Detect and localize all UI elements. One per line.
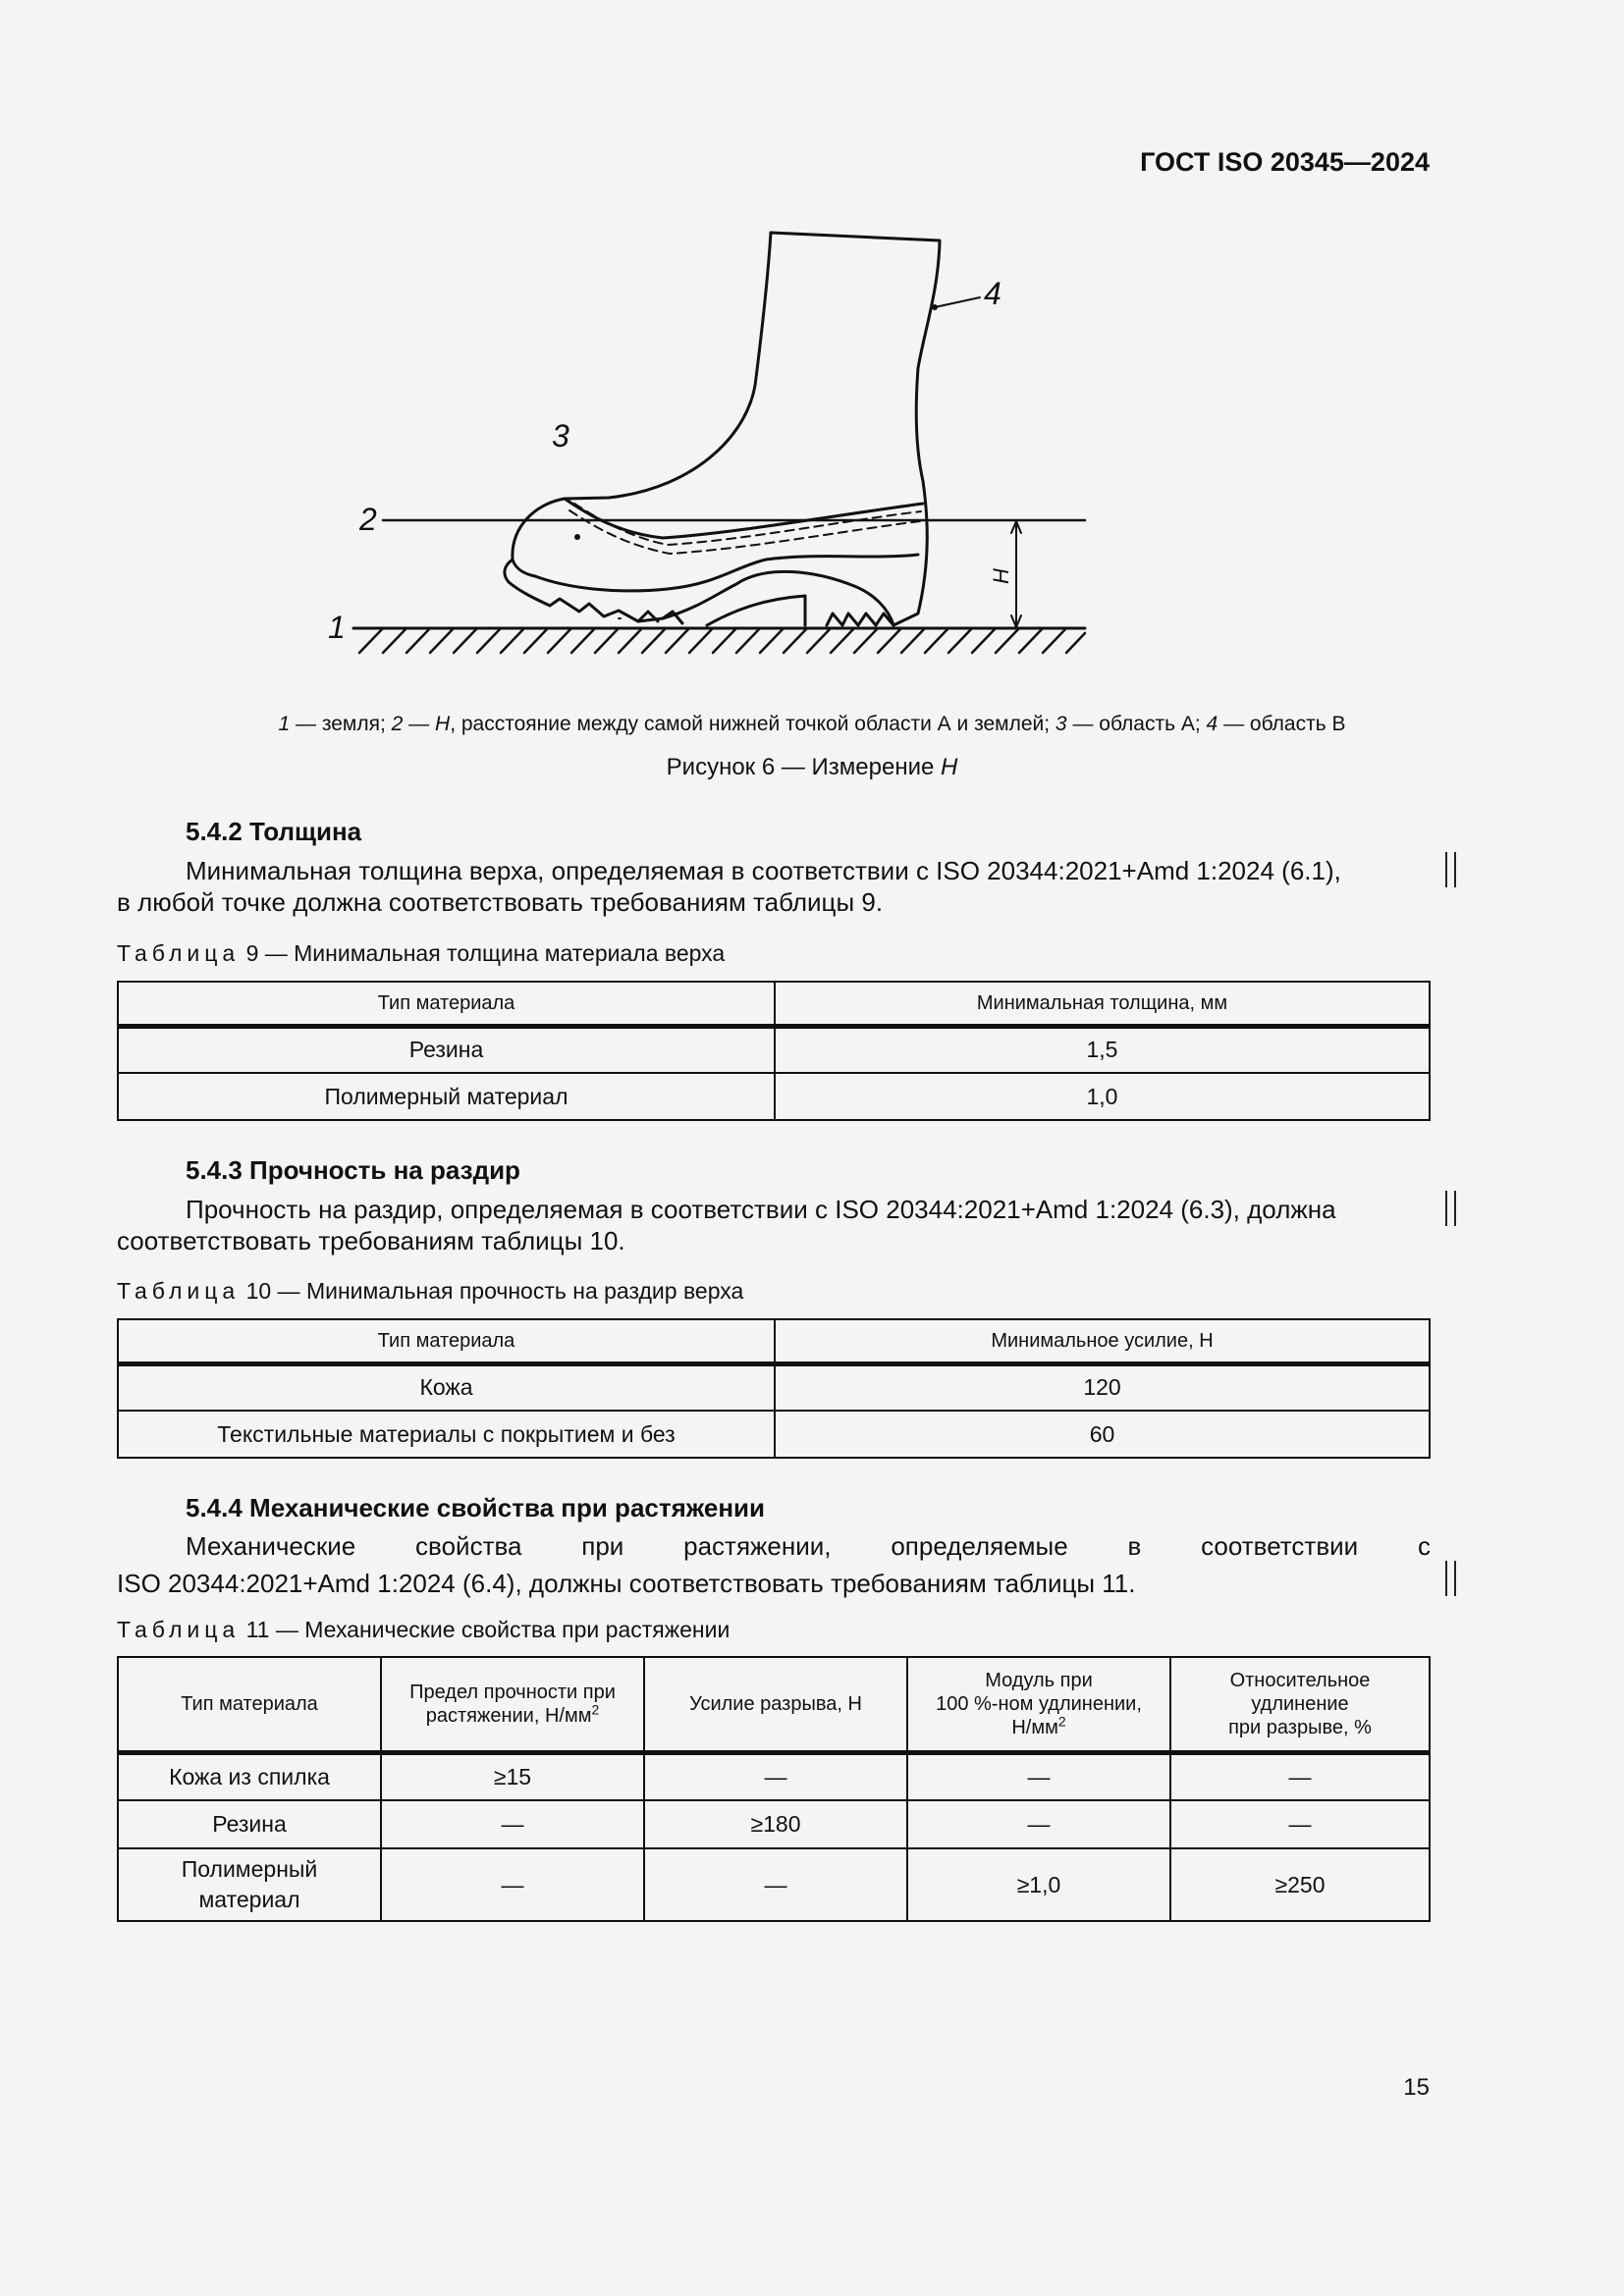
table-row: Полимерный материал 1,0 (118, 1073, 1430, 1120)
table10-header-force: Минимальное усилие, Н (775, 1319, 1430, 1363)
table11-header-modulus: Модуль при 100 %-ном удлинении, $Н/мм^2$ (907, 1657, 1170, 1752)
table9-header-thickness: Минимальная толщина, мм (775, 982, 1430, 1026)
table11-header-material: Тип материала (118, 1657, 381, 1752)
table11-header-tensile-strength: Предел прочности при растяжении, $Н/мм^2$ (381, 1657, 644, 1752)
callout-4: 4 (984, 276, 1001, 311)
table-row: Полимерный материал — — ≥1,0 ≥250 (118, 1848, 1430, 1921)
boot-shaft (771, 233, 940, 625)
page-number: 15 (1403, 2074, 1430, 2101)
table11 (117, 1656, 1431, 1922)
section-heading-543: 5.4.3 Прочность на раздир (186, 1155, 520, 1185)
boot-front-shaft (565, 233, 771, 499)
table10 (117, 1318, 1431, 1459)
section-paragraph-543: Прочность на раздир, определяемая в соответствии с ISO 20344:2021+Amd 1:2024 (6.3), должна соответствовать требованиям таблицы 10. (117, 1195, 1336, 1255)
change-bar (1445, 1191, 1456, 1226)
figure-caption: Рисунок 6 — Измерение H (666, 754, 958, 780)
table9-caption: Таблица 9 — Минимальная толщина материала верха (117, 940, 726, 966)
table10-header-material: Тип материала (118, 1319, 775, 1363)
boot-figure (324, 221, 1110, 682)
table-row: Резина 1,5 (118, 1026, 1430, 1073)
callout-3: 3 (552, 418, 569, 454)
table10-caption: Таблица 10 — Минимальная прочность на раздир верха (117, 1278, 744, 1304)
figure-legend: 1 — земля; 2 — H, расстояние между самой нижней точкой области А и землей; 3 — область А; 4 — область В (278, 713, 1346, 735)
table11-caption: Таблица 11 — Механические свойства при растяжении (117, 1617, 731, 1642)
table-row: Текстильные материалы с покрытием и без 60 (118, 1411, 1430, 1458)
dimension-h: H (989, 568, 1013, 584)
table-row: Кожа из спилка ≥15 — — — (118, 1752, 1430, 1800)
callout-2: 2 (359, 502, 377, 537)
change-bar (1445, 852, 1456, 887)
section-paragraph-544: Механические свойства при растяжении, определяемые в соответствии с ISO 20344:2021+Amd 1:2024 (6.4), должны соответствовать требованиям таблицы 11. (117, 1531, 1431, 1598)
table11-header-elongation: Относительное удлинение при разрыве, % (1170, 1657, 1430, 1752)
table9-header-material: Тип материала (118, 982, 775, 1026)
table11-header-break-force: Усилие разрыва, Н (644, 1657, 907, 1752)
ground-hatching (359, 628, 1085, 653)
table-row: Кожа 120 (118, 1363, 1430, 1411)
section-heading-542: 5.4.2 Толщина (186, 817, 362, 846)
toe-cap (513, 499, 565, 576)
document-header: ГОСТ ISO 20345—2024 (1140, 147, 1430, 177)
callout-1: 1 (328, 610, 346, 645)
table9 (117, 981, 1431, 1121)
table-row: Резина — ≥180 — — (118, 1800, 1430, 1848)
section-paragraph-542: Минимальная толщина верха, определяемая в соответствии с ISO 20344:2021+Amd 1:2024 (6.1), в любой точке должна соответствовать требованиям таблицы 9. (117, 856, 1341, 917)
section-heading-544: 5.4.4 Механические свойства при растяжении (186, 1493, 765, 1522)
change-bar (1445, 1561, 1456, 1596)
